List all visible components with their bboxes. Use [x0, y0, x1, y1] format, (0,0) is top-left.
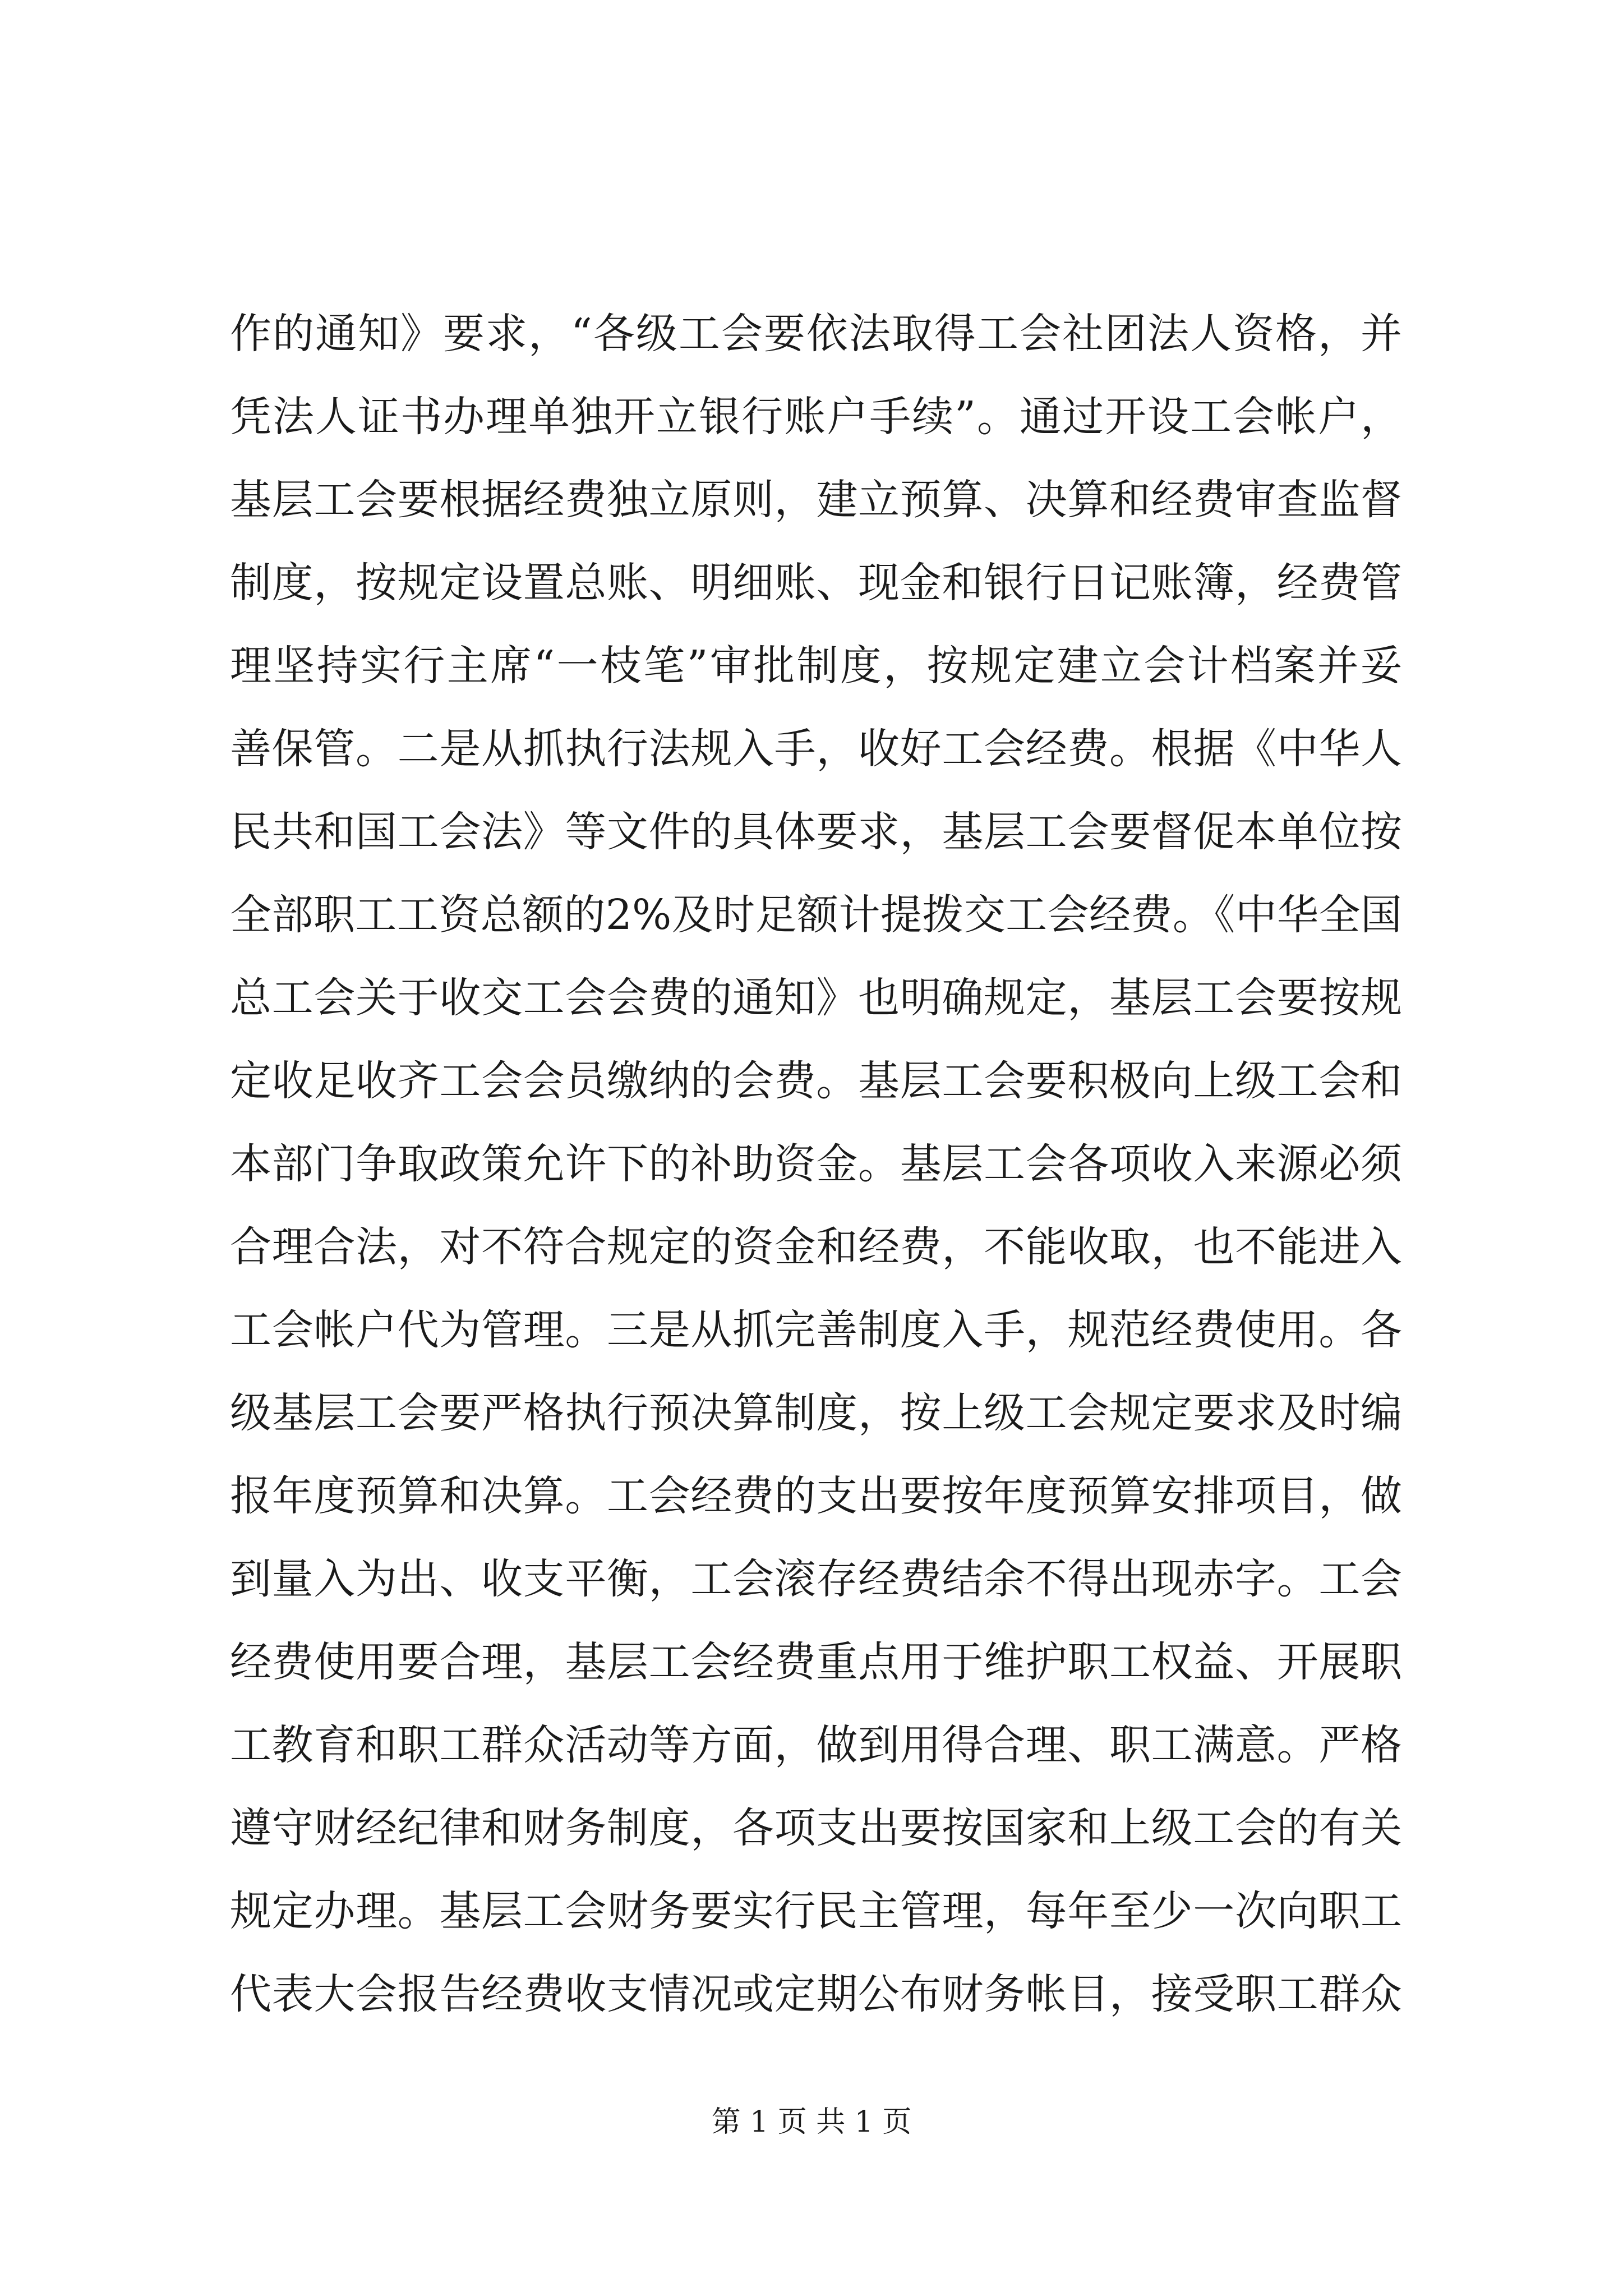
text-line: 民共和国工会法》等文件的具体要求，基层工会要督促本单位按 [230, 808, 1402, 856]
text-line: 合理合法，对不符合规定的资金和经费，不能收取，也不能进入 [230, 1223, 1402, 1271]
page-footer [0, 2102, 1623, 2142]
page-number-label: 第 1 页 共 1 页 [711, 2105, 912, 2139]
text-line: 定收足收齐工会会员缴纳的会费。基层工会要积极向上级工会和 [230, 1057, 1402, 1105]
body-text [230, 300, 1402, 2044]
text-line: 级基层工会要严格执行预决算制度，按上级工会规定要求及时编 [230, 1389, 1402, 1437]
text-line: 遵守财经纪律和财务制度，各项支出要按国家和上级工会的有关 [230, 1804, 1402, 1852]
text-line: 总工会关于收交工会会费的通知》也明确规定，基层工会要按规 [230, 974, 1402, 1022]
text-line: 工会帐户代为管理。三是从抓完善制度入手，规范经费使用。各 [230, 1306, 1402, 1354]
text-line: 制度，按规定设置总账、明细账、现金和银行日记账簿，经费管 [230, 559, 1402, 607]
text-line: 本部门争取政策允许下的补助资金。基层工会各项收入来源必须 [230, 1140, 1402, 1188]
text-line: 到量入为出、收支平衡，工会滚存经费结余不得出现赤字。工会 [230, 1555, 1402, 1603]
text-line: 规定办理。基层工会财务要实行民主管理，每年至少一次向职工 [230, 1887, 1402, 1935]
text-line: 凭法人证书办理单独开立银行账户手续”。通过开设工会帐户， [230, 393, 1402, 441]
text-line: 全部职工工资总额的2%及时足额计提拨交工会经费。《中华全国 [230, 891, 1402, 939]
text-line: 善保管。二是从抓执行法规入手，收好工会经费。根据《中华人 [230, 725, 1402, 773]
text-line: 代表大会报告经费收支情况或定期公布财务帐目，接受职工群众 [230, 1970, 1402, 2018]
text-line: 工教育和职工群众活动等方面，做到用得合理、职工满意。严格 [230, 1721, 1402, 1769]
text-line: 经费使用要合理，基层工会经费重点用于维护职工权益、开展职 [230, 1638, 1402, 1686]
text-line: 报年度预算和决算。工会经费的支出要按年度预算安排项目，做 [230, 1472, 1402, 1520]
text-line: 基层工会要根据经费独立原则，建立预算、决算和经费审查监督 [230, 476, 1402, 524]
text-line: 理坚持实行主席“一枝笔”审批制度，按规定建立会计档案并妥 [230, 642, 1402, 690]
text-line: 作的通知》要求，“各级工会要依法取得工会社团法人资格，并 [230, 310, 1402, 358]
